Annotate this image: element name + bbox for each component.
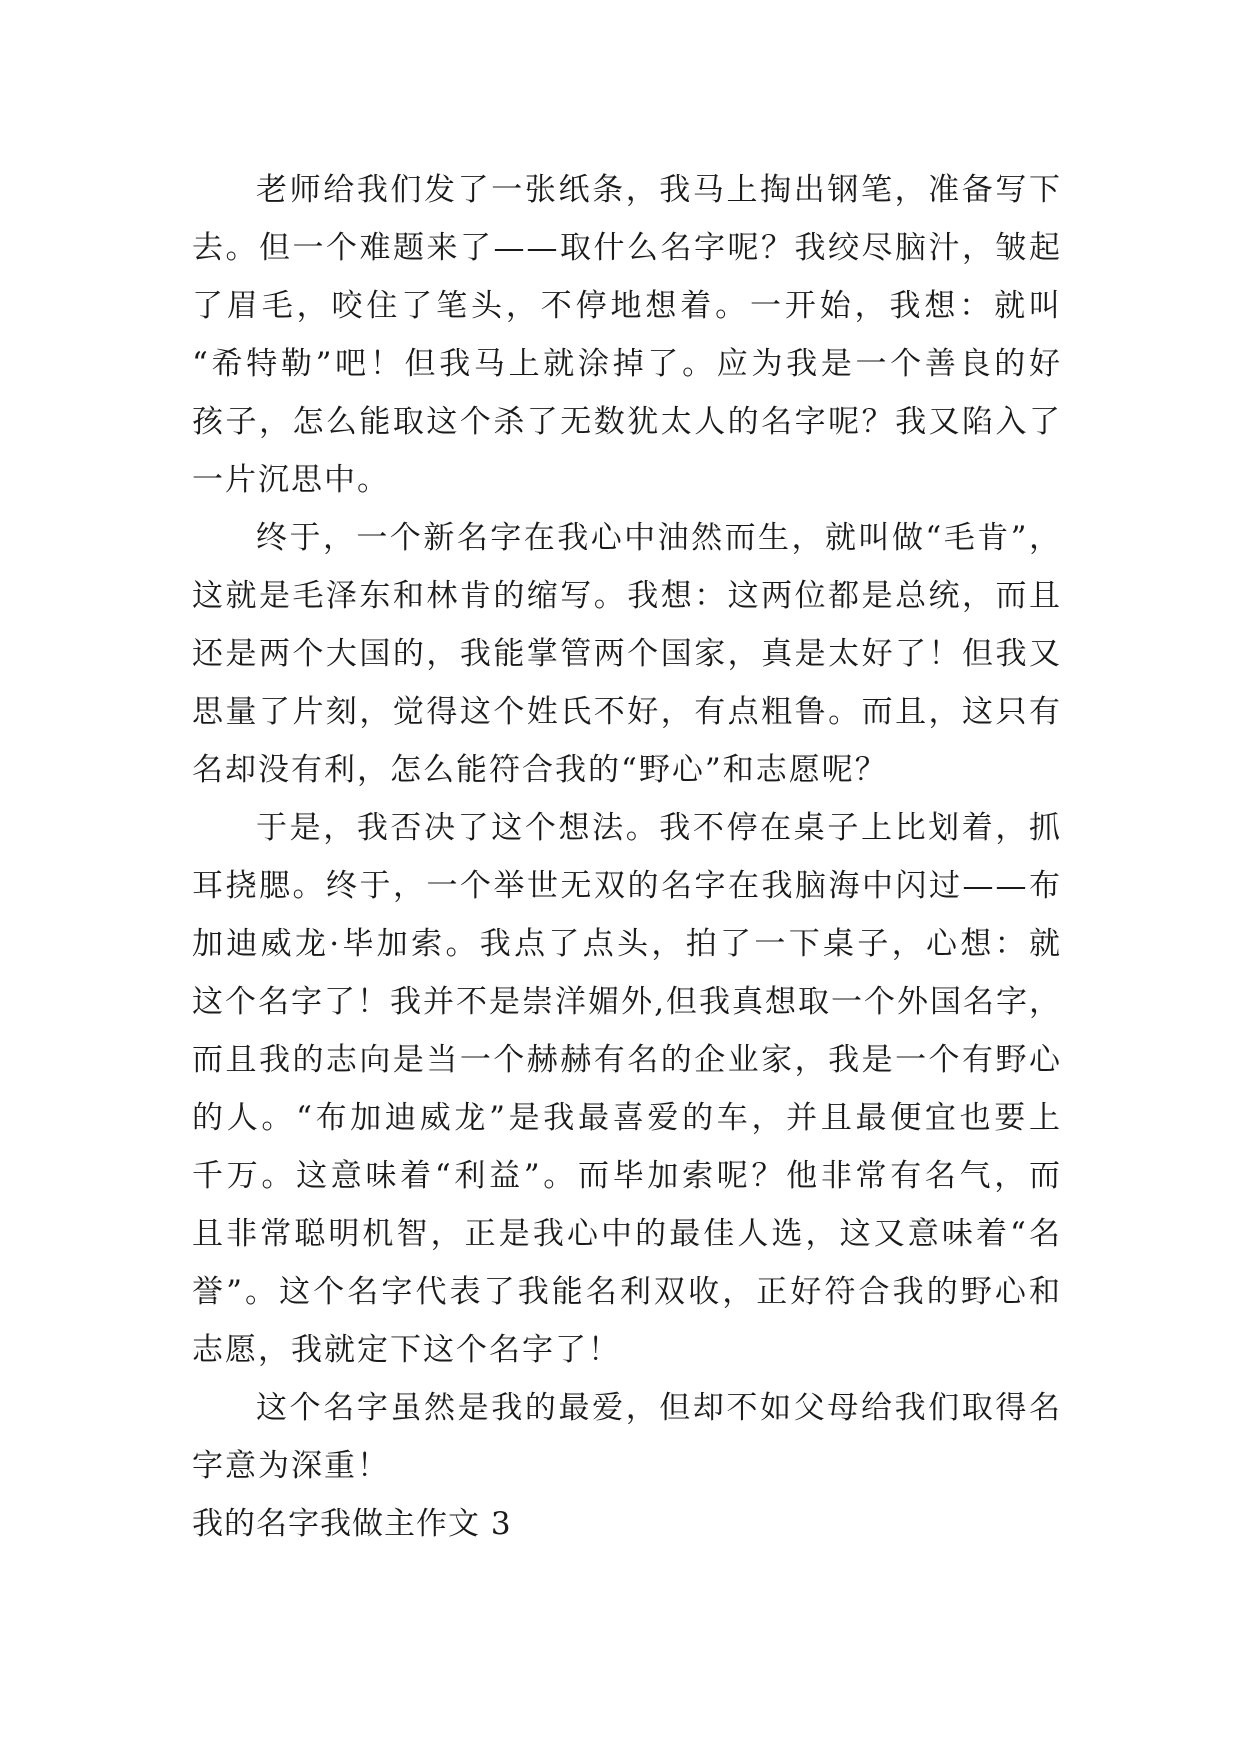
paragraph-2-line-3: 还是两个大国的，我能掌管两个国家，真是太好了！但我又 xyxy=(192,636,1062,672)
paragraph-1-line-2: 去。但一个难题来了——取什么名字呢？我绞尽脑汁，皱起 xyxy=(192,230,1062,266)
paragraph-1-line-4: “希特勒”吧！但我马上就涂掉了。应为我是一个善良的好 xyxy=(192,346,1062,382)
paragraph-4-line-1: 这个名字虽然是我的最爱，但却不如父母给我们取得名 xyxy=(256,1390,1062,1426)
paragraph-3-line-5: 而且我的志向是当一个赫赫有名的企业家，我是一个有野心 xyxy=(192,1042,1062,1078)
paragraph-1-line-5: 孩子，怎么能取这个杀了无数犹太人的名字呢？我又陷入了 xyxy=(192,404,1062,440)
paragraph-2-line-5: 名却没有利，怎么能符合我的“野心”和志愿呢？ xyxy=(192,752,888,788)
paragraph-4-line-2: 字意为深重！ xyxy=(192,1448,390,1484)
paragraph-3-line-6: 的人。“布加迪威龙”是我最喜爱的车，并且最便宜也要上 xyxy=(192,1100,1062,1136)
paragraph-3-line-7: 千万。这意味着“利益”。而毕加索呢？他非常有名气，而 xyxy=(192,1158,1062,1194)
paragraph-3-line-3: 加迪威龙·毕加索。我点了点头，拍了一下桌子，心想：就 xyxy=(192,926,1062,962)
paragraph-1-line-3: 了眉毛，咬住了笔头，不停地想着。一开始，我想：就叫 xyxy=(192,288,1062,324)
paragraph-3-line-2: 耳挠腮。终于，一个举世无双的名字在我脑海中闪过——布 xyxy=(192,868,1062,904)
paragraph-3-line-10: 志愿，我就定下这个名字了！ xyxy=(192,1332,621,1368)
paragraph-3-line-4: 这个名字了！我并不是崇洋媚外,但我真想取一个外国名字， xyxy=(192,984,1062,1020)
paragraph-3-line-8: 且非常聪明机智，正是我心中的最佳人选，这又意味着“名 xyxy=(192,1216,1062,1252)
paragraph-2-line-2: 这就是毛泽东和林肯的缩写。我想：这两位都是总统，而且 xyxy=(192,578,1062,614)
paragraph-2-line-1: 终于，一个新名字在我心中油然而生，就叫做“毛肯”， xyxy=(256,520,1062,556)
paragraph-1-line-6: 一片沉思中。 xyxy=(192,462,390,498)
section-heading: 我的名字我做主作文 3 xyxy=(192,1506,512,1542)
paragraph-2-line-4: 思量了片刻，觉得这个姓氏不好，有点粗鲁。而且，这只有 xyxy=(192,694,1062,730)
paragraph-3-line-9: 誉”。这个名字代表了我能名利双收，正好符合我的野心和 xyxy=(192,1274,1062,1310)
paragraph-3-line-1: 于是，我否决了这个想法。我不停在桌子上比划着，抓 xyxy=(256,810,1062,846)
paragraph-1-line-1: 老师给我们发了一张纸条，我马上掏出钢笔，准备写下 xyxy=(256,172,1062,208)
